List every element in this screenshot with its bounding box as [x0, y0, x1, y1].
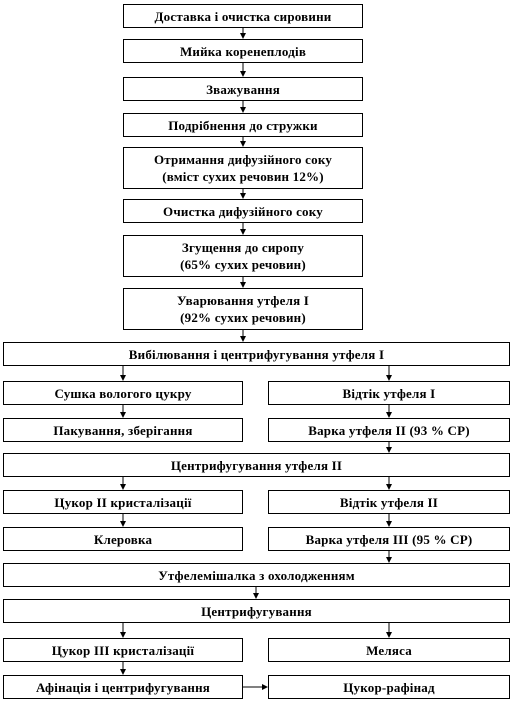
step-label: Очистка дифузійного соку	[163, 203, 323, 219]
step-label-line2: (вміст сухих речовин 12%)	[162, 169, 324, 184]
step-label: Відтік утфеля ІІ	[339, 494, 439, 510]
step-label: Варка утфеля ІІ (93 % СР)	[308, 422, 470, 438]
step-label: Центрифугування	[201, 603, 312, 619]
step-label-line1: Уварювання утфеля І	[176, 293, 310, 308]
step-label: Мийка коренеплодів	[179, 43, 307, 59]
step-label: Афінація і центрифугування	[35, 679, 211, 695]
step-label: Пакування, зберігання	[53, 422, 193, 438]
step-label: Вибілювання і центрифугування утфеля І	[128, 346, 385, 362]
step-label: Цукор ІІ кристалізації	[54, 494, 192, 510]
step-label-line1: Отримання дифузійного соку	[153, 152, 333, 167]
step-label-line2: (65% сухих речовин)	[180, 257, 306, 272]
step-label: Утфелемішалка з охолодженням	[158, 567, 355, 583]
step-label: Відтік утфеля І	[342, 385, 436, 401]
step-label: Подрібнення до стружки	[168, 117, 318, 133]
step-label: Центрифугування утфеля ІІ	[170, 457, 343, 473]
step-label: Цукор-рафінад	[343, 679, 435, 695]
step-label: Сушка вологого цукру	[54, 385, 192, 401]
step-label: Зважування	[206, 81, 280, 97]
step-label: Цукор ІІІ кристалізації	[51, 642, 195, 658]
step-label: Меляса	[366, 642, 412, 658]
step-label: Клеровка	[93, 531, 153, 547]
step-label: Варка утфеля ІІІ (95 % СР)	[305, 531, 473, 547]
step-label-line2: (92% сухих речовин)	[180, 310, 306, 325]
step-label: Доставка і очистка сировини	[154, 8, 332, 24]
step-label-line1: Згущення до сиропу	[181, 240, 305, 255]
